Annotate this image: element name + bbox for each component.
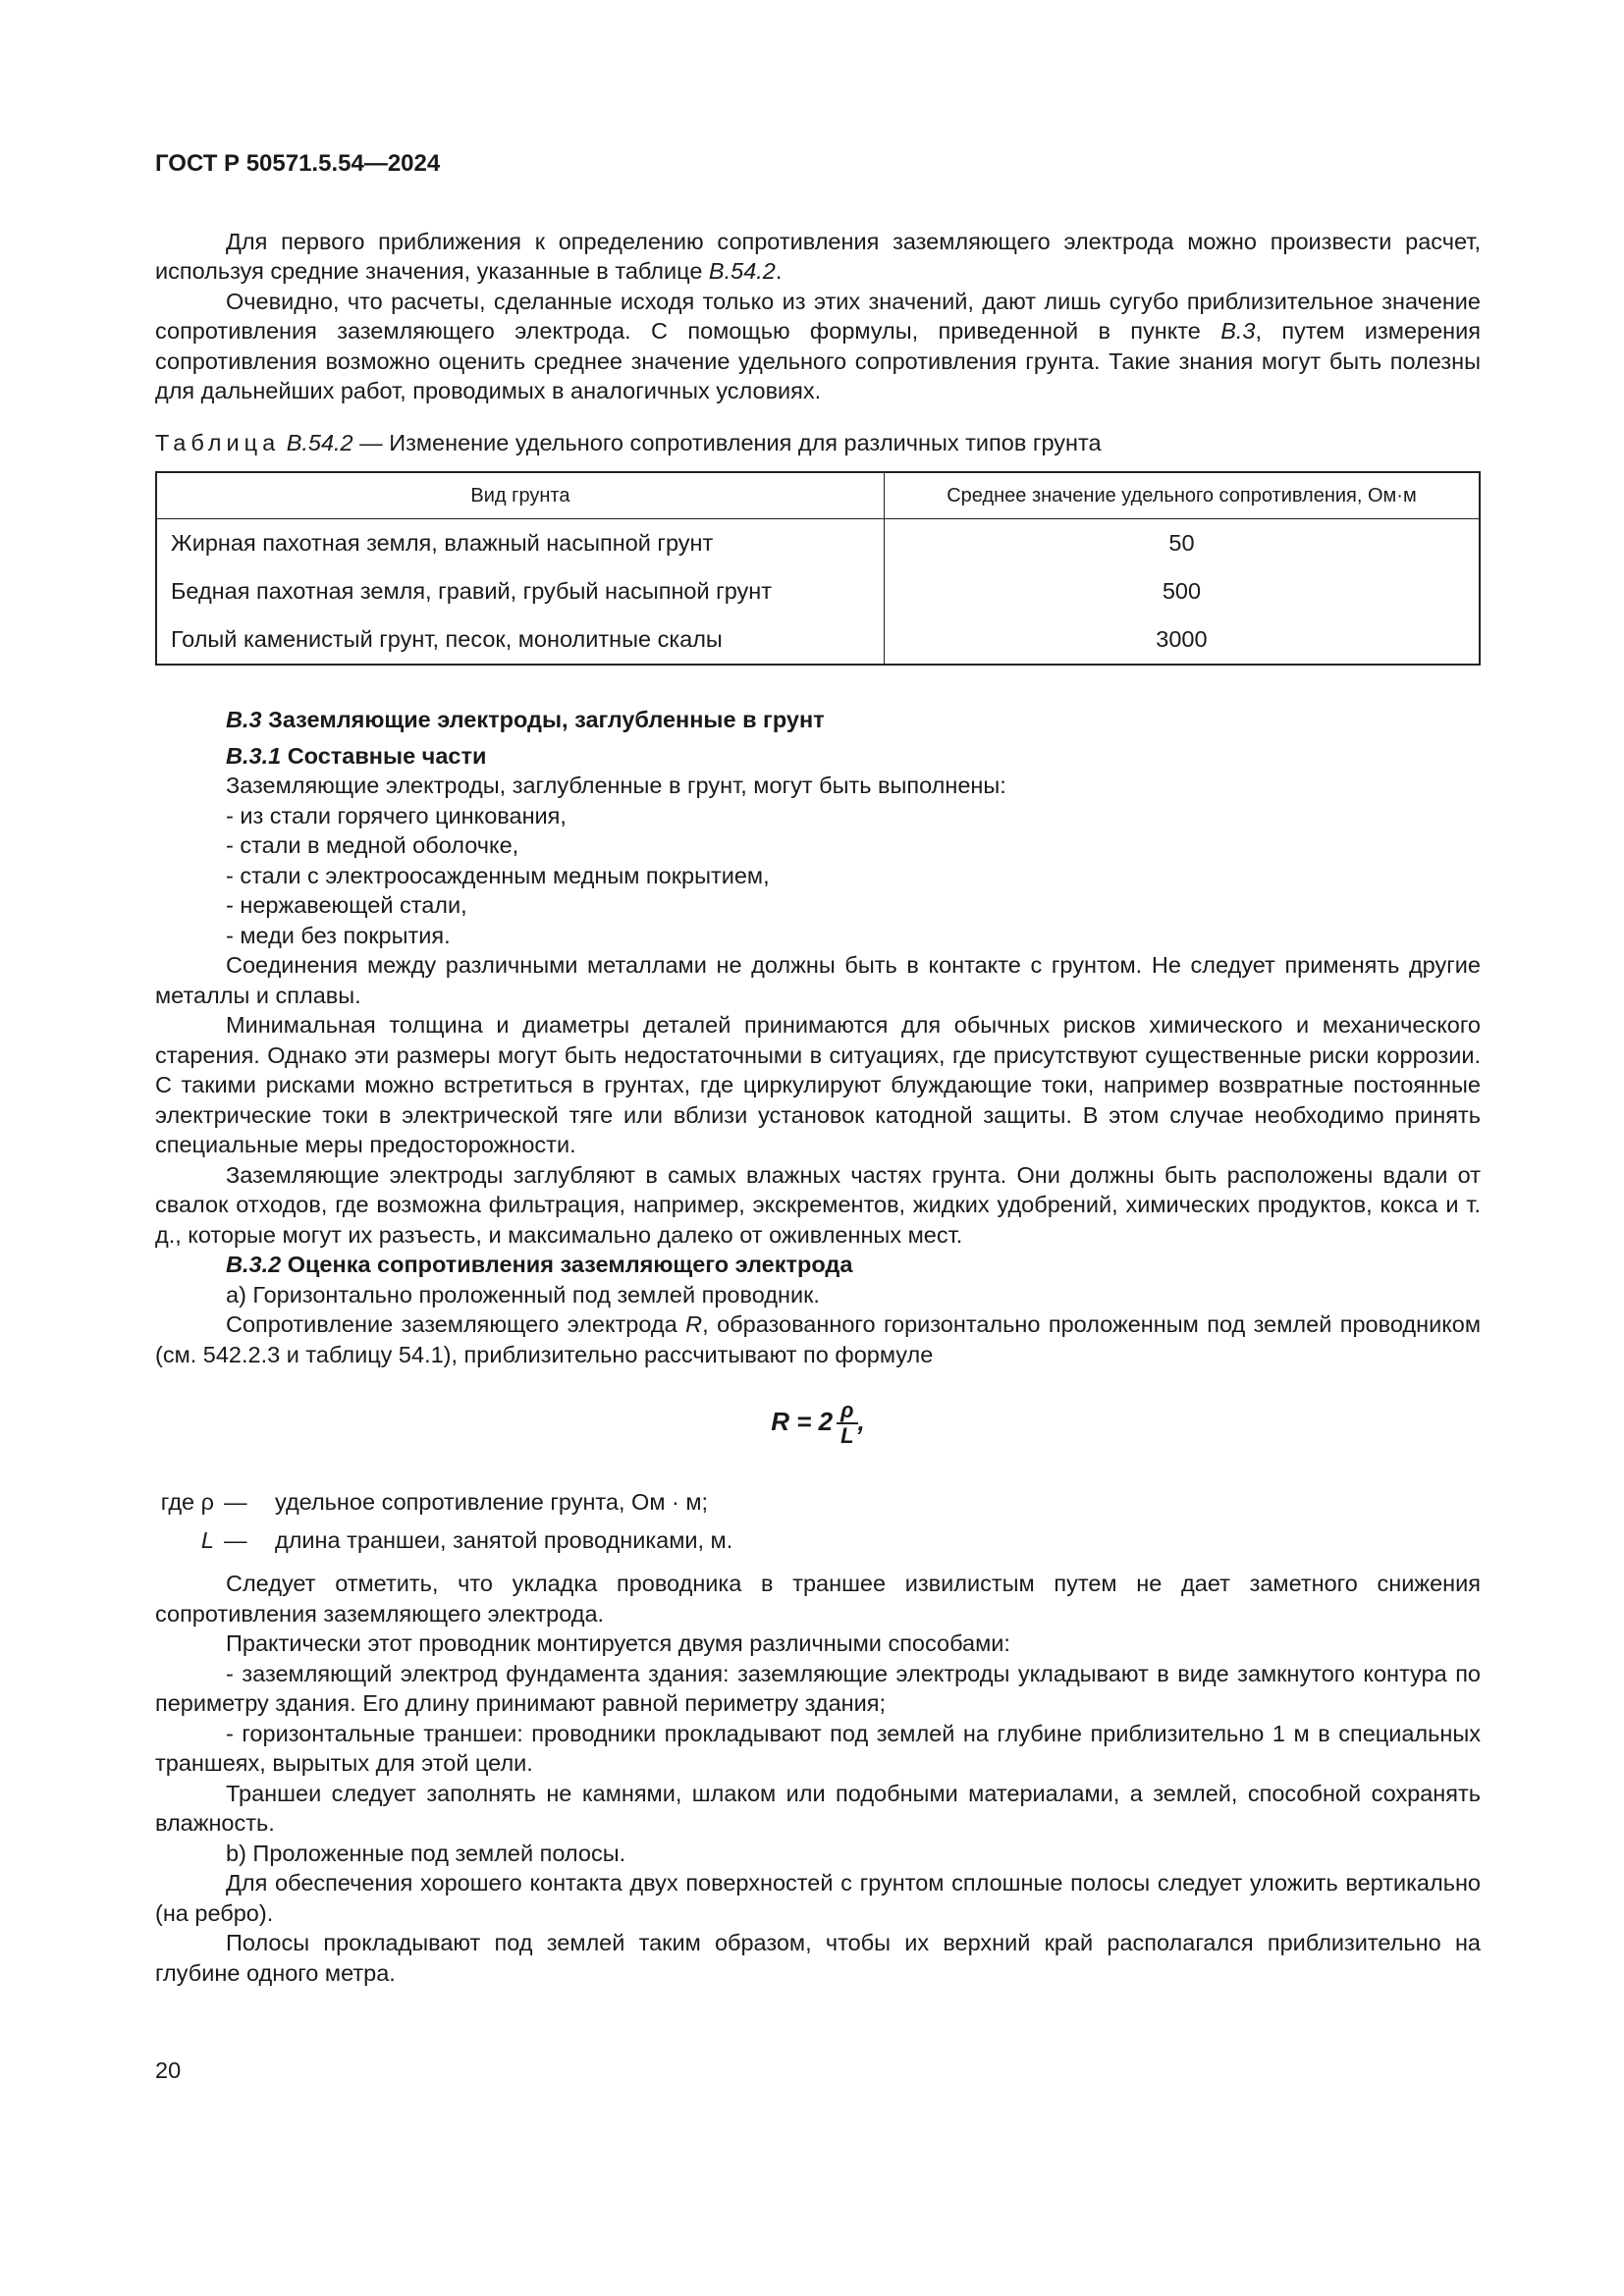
table-row <box>156 567 1480 615</box>
list-item: - заземляющий электрод фундамента здания: заземляющие электроды укладывают в виде замкнутого контура по периметру здания. Его длину принимают равной периметру здания; <box>155 1660 1481 1716</box>
legend-text: удельное сопротивление грунта, Ом · м; <box>275 1489 709 1515</box>
list-item: b) Проложенные под землей полосы. <box>226 1840 626 1866</box>
cell-soil-type: Голый каменистый грунт, песок, монолитные скалы <box>156 615 884 665</box>
paragraph: Для первого приближения к определению сопротивления заземляющего электрода можно произвести расчет, используя средние значения, указанные в таблице B.54.2. <box>155 228 1481 284</box>
section-heading-b32: B.3.2 Оценка сопротивления заземляющего электрода <box>226 1252 853 1277</box>
paragraph: Для обеспечения хорошего контакта двух поверхностей с грунтом сплошные полосы следует уложить вертикально (на ребро). <box>155 1870 1481 1926</box>
list-item: - нержавеющей стали, <box>226 892 467 918</box>
cell-resistivity: 3000 <box>884 615 1480 665</box>
formula-resistance: R = 2 $\frac{\rho}{L}$ , <box>771 1398 865 1448</box>
column-header-resistivity: Среднее значение удельного сопротивления, Ом·м <box>884 472 1480 519</box>
page-content <box>155 149 1481 1988</box>
table-row <box>156 615 1480 665</box>
list-item: - меди без покрытия. <box>226 922 451 948</box>
page-number: 20 <box>155 2057 182 2083</box>
document-header: ГОСТ Р 50571.5.54—2024 <box>155 150 441 177</box>
cell-resistivity: 500 <box>884 567 1480 615</box>
column-header-soil-type: Вид грунта <box>156 472 884 519</box>
paragraph: Полосы прокладывают под землей таким образом, чтобы их верхний край располагался приблизительно на глубине одного метра. <box>155 1930 1481 1986</box>
table-caption: Таблица B.54.2 — Изменение удельного сопротивления для различных типов грунта <box>155 429 1102 455</box>
section-heading-b3: B.3 Заземляющие электроды, заглубленные в грунт <box>226 707 825 732</box>
legend-text: длина траншеи, занятой проводниками, м. <box>275 1526 733 1553</box>
paragraph: Заземляющие электроды заглубляют в самых влажных частях грунта. Они должны быть расположены вдали от свалок отходов, где возможна фильтрация, например, экскрементов, жидких удобрений, химических продуктов, кокса и т. д., которые могут их разъесть, и максимально далеко от оживленных мест. <box>155 1161 1481 1248</box>
table-header-row <box>156 472 1480 519</box>
table-row <box>156 519 1480 568</box>
paragraph: Очевидно, что расчеты, сделанные исходя только из этих значений, дают лишь сугубо приблизительное значение сопротивления заземляющего электрода. С помощью формулы, приведенной в пункте B.3, путем измерения сопротивления возможно оценить среднее значение удельного сопротивления грунта. Такие знания могут быть полезны для дальнейших работ, проводимых в аналогичных условиях. <box>155 288 1482 403</box>
paragraph: Минимальная толщина и диаметры деталей принимаются для обычных рисков химического и механического старения. Однако эти размеры могут быть недостаточными в ситуациях, где присутствуют существенные риски коррозии. С такими рисками можно встретиться в грунтах, где циркулируют блуждающие токи, например возвратные постоянные электрические токи в электрической тяге или вблизи установок катодной защиты. В этом случае необходимо принять специальные меры предосторожности. <box>155 1012 1481 1157</box>
legend-symbol: L <box>200 1526 214 1553</box>
paragraph: Заземляющие электроды, заглубленные в грунт, могут быть выполнены: <box>226 773 1006 798</box>
legend-dash: — <box>224 1489 247 1515</box>
legend-symbol: где ρ <box>160 1489 214 1515</box>
cell-soil-type: Бедная пахотная земля, гравий, грубый насыпной грунт <box>156 567 884 615</box>
list-item: - из стали горячего цинкования, <box>226 802 567 828</box>
paragraph: Сопротивление заземляющего электрода R, образованного горизонтально проложенным под землей проводником (см. 542.2.3 и таблицу 54.1), приблизительно рассчитывают по формуле <box>155 1311 1481 1367</box>
formula-legend <box>155 1487 1481 1555</box>
list-item: - стали с электроосажденным медным покрытием, <box>226 862 770 888</box>
paragraph: Следует отметить, что укладка проводника в траншее извилистым путем не дает заметного снижения сопротивления заземляющего электрода. <box>155 1571 1481 1627</box>
legend-dash: — <box>224 1526 247 1553</box>
paragraph: Траншеи следует заполнять не камнями, шлаком или подобными материалами, а землей, способной сохранять влажность. <box>155 1780 1481 1836</box>
cell-soil-type: Жирная пахотная земля, влажный насыпной грунт <box>156 519 884 568</box>
list-item: a) Горизонтально проложенный под землей проводник. <box>226 1281 820 1308</box>
list-item: - горизонтальные траншеи: проводники прокладывают под землей на глубине приблизительно 1 м в специальных траншеях, вырытых для этой цели. <box>155 1720 1481 1776</box>
soil-resistivity-table <box>155 471 1481 666</box>
paragraph: Практически этот проводник монтируется двумя различными способами: <box>226 1630 1010 1656</box>
formula-fraction: $\frac{\rho}{L}$ <box>837 1399 857 1448</box>
paragraph: Соединения между различными металлами не должны быть в контакте с грунтом. Не следует применять другие металлы и сплавы. <box>155 952 1481 1008</box>
cell-resistivity: 50 <box>884 519 1480 568</box>
list-item: - стали в медной оболочке, <box>226 832 519 858</box>
section-heading-b31: B.3.1 Составные части <box>226 742 487 769</box>
